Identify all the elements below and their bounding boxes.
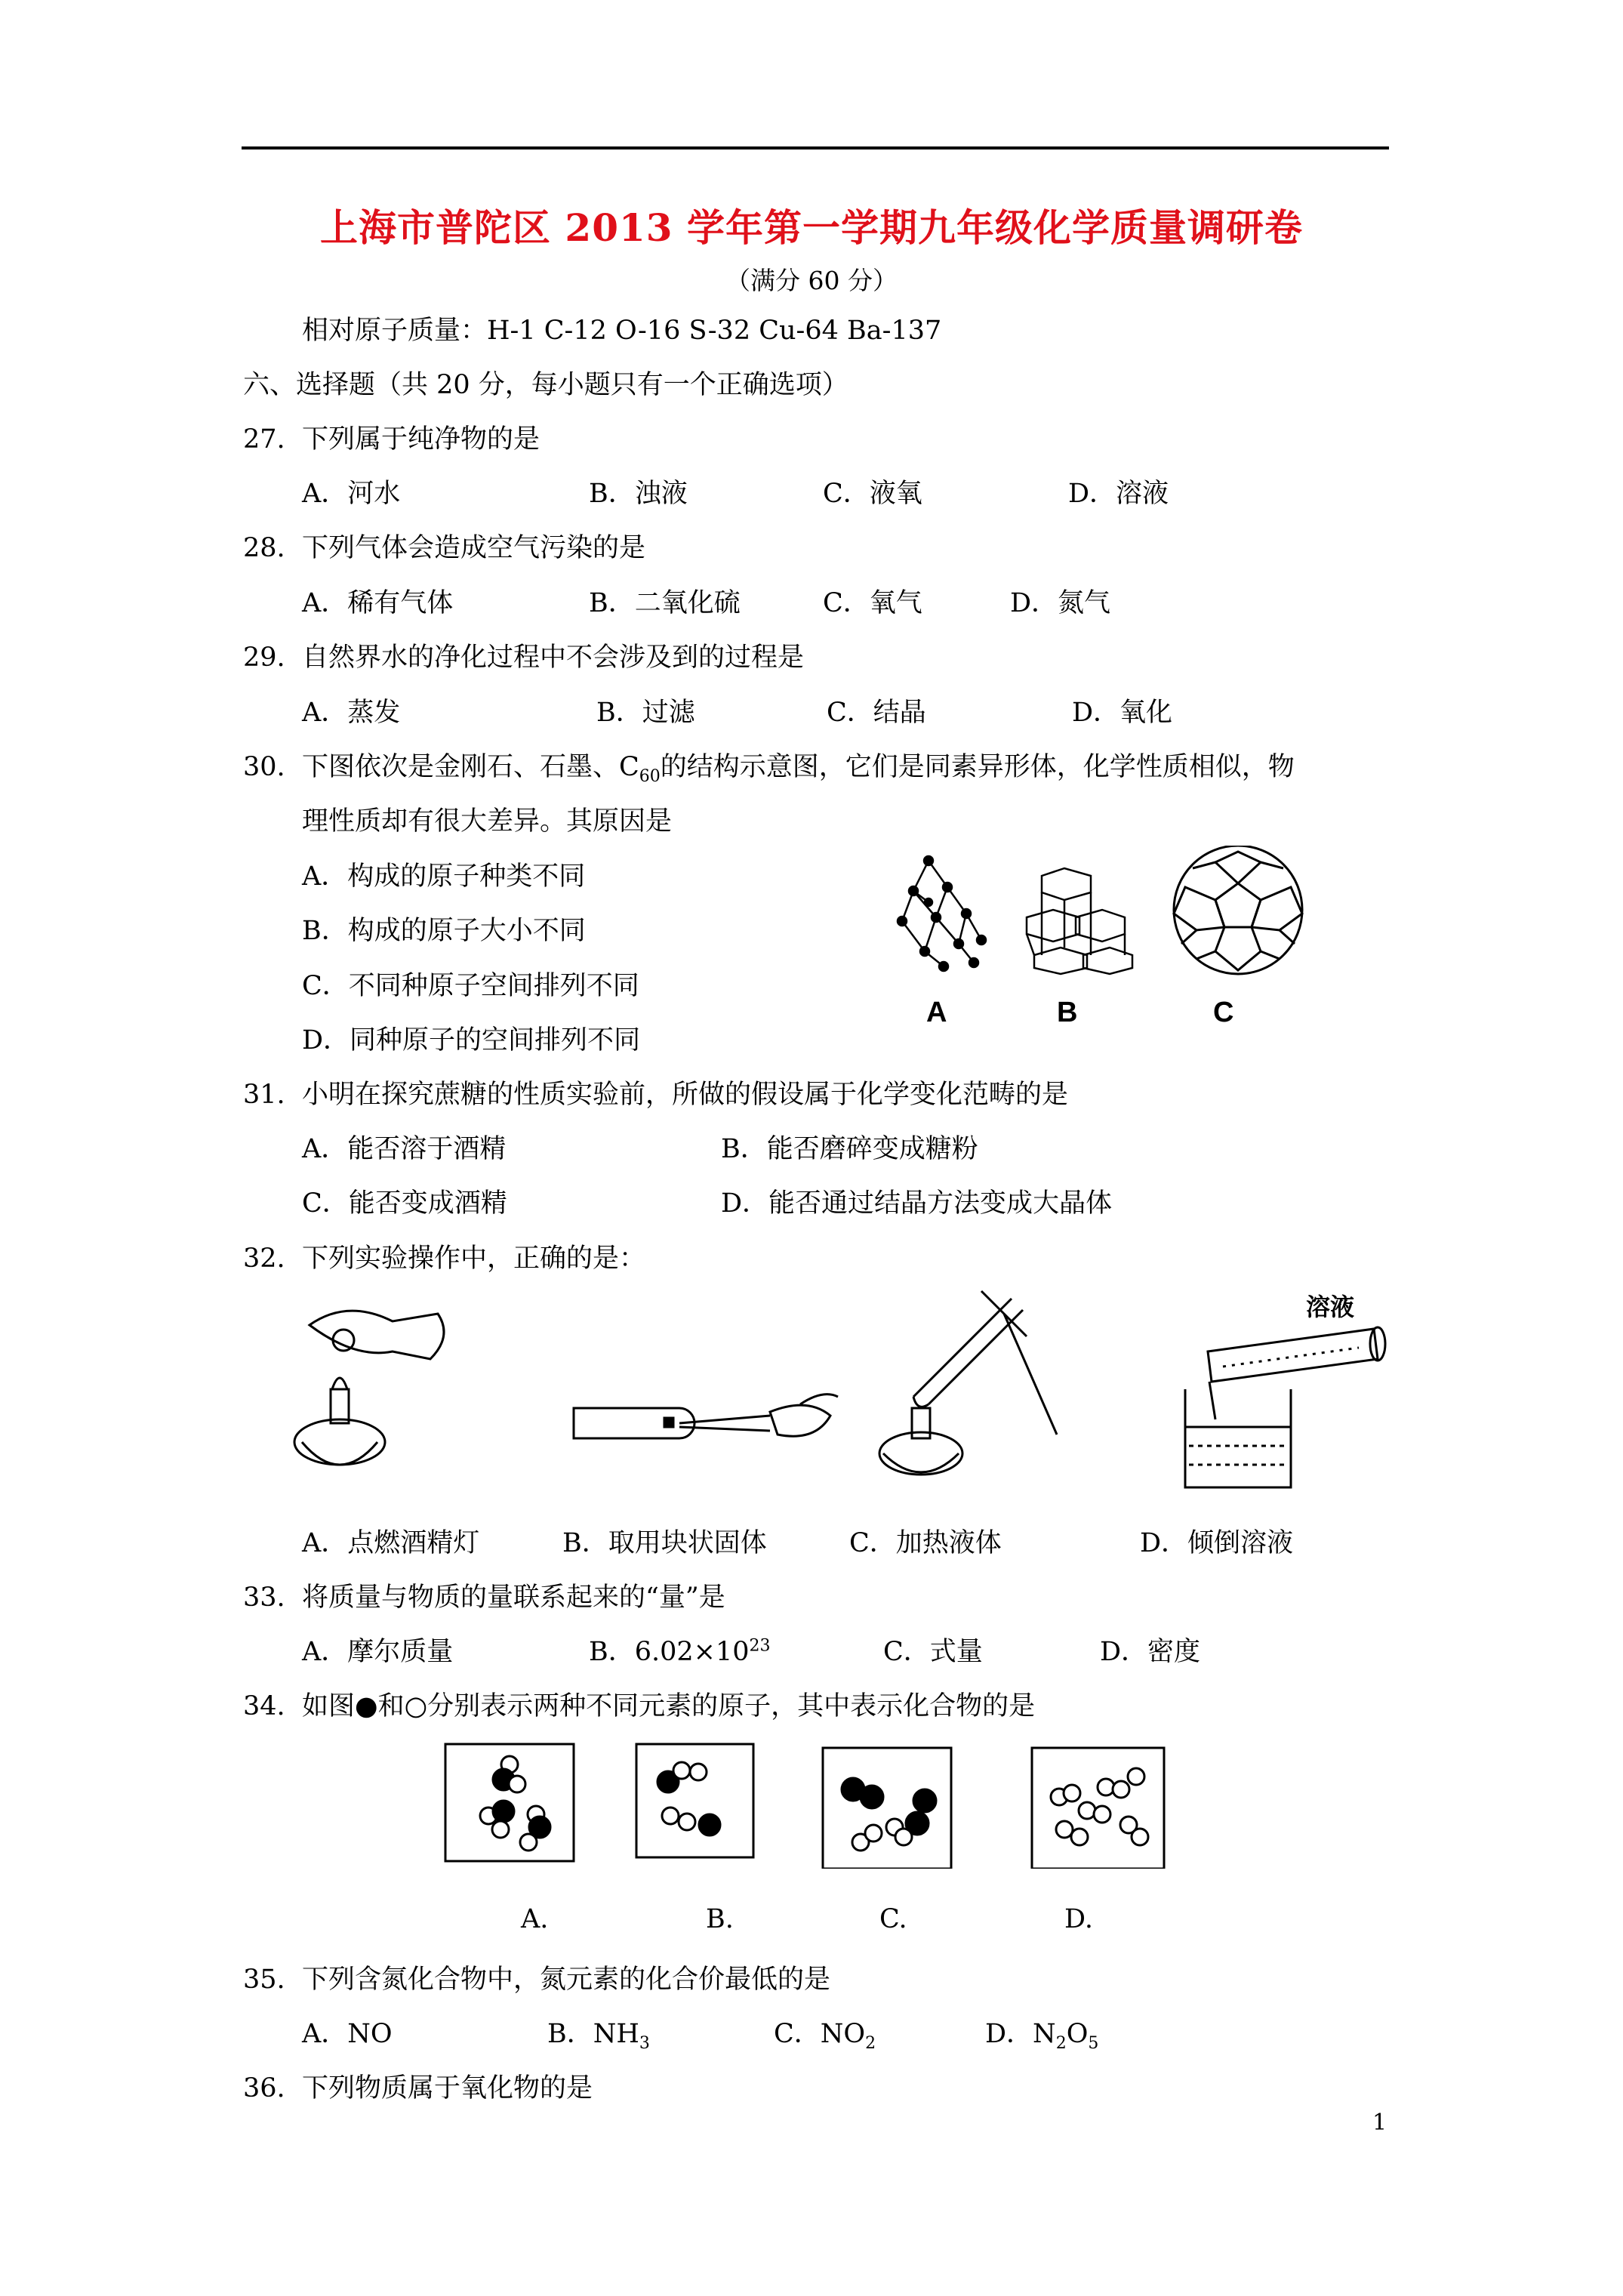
page-subtitle: （满分 60 分）	[725, 266, 898, 295]
question-number: 33.	[243, 1583, 285, 1613]
question-stem: 下列物质属于氧化物的是	[302, 2073, 593, 2103]
q30-option-b: B．构成的原子大小不同	[302, 916, 586, 946]
question-stem-cont: 的结构示意图，它们是同素异形体，化学性质相似，物	[660, 752, 1295, 782]
question-stem: 自然界水的净化过程中不会涉及到的过程是	[302, 643, 805, 673]
q32-option-a: A．点燃酒精灯	[302, 1528, 480, 1558]
lab-operations-figure	[287, 1284, 1404, 1495]
subscript: 3	[639, 2034, 650, 2053]
question-stem: 小明在探究蔗糖的性质实验前，所做的假设属于化学变化范畴的是	[302, 1080, 1069, 1110]
q28-option-b: B．二氧化硫	[589, 588, 741, 618]
section-heading: 六、选择题（共 20 分，每小题只有一个正确选项）	[243, 370, 848, 400]
q27-option-a: A．河水	[302, 479, 401, 509]
q34-option-d: D.	[1064, 1904, 1093, 1934]
q31-option-a: A．能否溶于酒精	[302, 1134, 507, 1164]
q32-option-b: B．取用块状固体	[562, 1528, 767, 1558]
model-d	[1032, 1748, 1164, 1869]
option-text: B．6.02×10	[589, 1637, 750, 1667]
model-c	[823, 1748, 951, 1869]
header-rule	[242, 146, 1389, 149]
question-36	[243, 2067, 593, 2105]
question-stem: 如图	[302, 1691, 356, 1721]
question-stem: 下列含氮化合物中，氮元素的化合价最低的是	[302, 1965, 831, 1995]
superscript: 23	[749, 1636, 771, 1656]
q30-option-a: A．构成的原子种类不同	[302, 861, 586, 892]
question-number: 28.	[243, 533, 285, 563]
q30-option-d: D．同种原子的空间排列不同	[302, 1025, 641, 1056]
q29-option-c: C．结晶	[827, 698, 926, 728]
question-stem: 将质量与物质的量联系起来的“量”是	[302, 1583, 725, 1613]
question-29	[243, 636, 804, 674]
subscript: 5	[1088, 2034, 1099, 2053]
question-number: 35.	[243, 1965, 285, 1995]
question-stem: 下列气体会造成空气污染的是	[302, 533, 646, 563]
question-number: 34.	[243, 1691, 285, 1721]
q34-option-a: A.	[521, 1904, 549, 1934]
subscript: 2	[865, 2034, 876, 2053]
question-stem: 下列属于纯净物的是	[302, 424, 540, 455]
hollow-atom-icon: ○	[404, 1691, 428, 1721]
q27-option-c: C．液氧	[823, 479, 922, 509]
model-a	[445, 1744, 574, 1861]
option-text: B．NH	[547, 2019, 639, 2049]
question-34	[243, 1685, 1035, 1723]
question-stem: 下列实验操作中，正确的是：	[302, 1244, 646, 1274]
q27-option-b: B．浊液	[589, 479, 688, 509]
page-title: 上海市普陀区 2013 学年第一学期九年级化学质量调研卷	[320, 205, 1303, 250]
filled-atom-icon: ●	[355, 1691, 378, 1721]
q30-option-c: C．不同种原子空间排列不同	[302, 971, 639, 1001]
q35-option-a: A．NO	[302, 2019, 393, 2049]
question-stem: 下图依次是金刚石、石墨、C	[302, 752, 639, 782]
q27-option-d: D．溶液	[1068, 479, 1169, 509]
question-number: 31.	[243, 1080, 285, 1110]
question-35	[243, 1959, 830, 1996]
subscript: 2	[1055, 2034, 1067, 2053]
question-number: 30.	[243, 752, 285, 782]
graphite-structure	[1027, 868, 1132, 974]
question-30	[243, 746, 1295, 786]
question-32	[243, 1237, 645, 1275]
question-33	[243, 1576, 725, 1614]
diamond-structure	[898, 856, 986, 971]
solution-label: 溶液	[1306, 1293, 1355, 1321]
q28-option-d: D．氮气	[1010, 588, 1111, 618]
question-number: 36.	[243, 2073, 285, 2103]
q29-option-b: B．过滤	[596, 698, 695, 728]
q31-option-c: C．能否变成酒精	[302, 1188, 507, 1219]
question-number: 27.	[243, 424, 285, 455]
q33-option-b	[589, 1631, 771, 1669]
q35-option-d	[985, 2013, 1098, 2053]
q31-option-b: B．能否磨碎变成糖粉	[721, 1134, 978, 1164]
c60-structure	[1174, 846, 1302, 974]
atomic-masses: 相对原子质量：H-1 C-12 O-16 S-32 Cu-64 Ba-137	[302, 316, 942, 346]
subscript: 60	[639, 767, 661, 786]
q29-option-a: A．蒸发	[302, 698, 401, 728]
lighting-alcohol-lamp-illustration	[294, 1311, 444, 1465]
question-31	[243, 1074, 1068, 1111]
q34-option-c: C.	[879, 1904, 907, 1934]
particle-models-figure	[442, 1733, 1196, 1869]
taking-solid-illustration	[574, 1395, 838, 1438]
figure-label-b: B	[1057, 997, 1078, 1028]
heating-liquid-illustration	[879, 1291, 1057, 1475]
q33-option-a: A．摩尔质量	[302, 1637, 454, 1667]
q32-option-c: C．加热液体	[849, 1528, 1002, 1558]
option-text: O	[1066, 2019, 1089, 2049]
q33-option-d: D．密度	[1100, 1637, 1201, 1667]
question-number: 32.	[243, 1244, 285, 1274]
question-stem-mid: 和	[377, 1691, 405, 1721]
option-text: C．NO	[774, 2019, 866, 2049]
figure-label-c: C	[1213, 997, 1234, 1028]
q33-option-c: C．式量	[883, 1637, 983, 1667]
question-stem-cont: 分别表示两种不同元素的原子，其中表示化合物的是	[427, 1691, 1036, 1721]
question-30-line2: 理性质却有很大差异。其原因是	[302, 806, 673, 837]
question-27	[243, 418, 540, 456]
q29-option-d: D．氧化	[1072, 698, 1173, 728]
page-number: 1	[1372, 2110, 1387, 2136]
q28-option-a: A．稀有气体	[302, 588, 454, 618]
q32-option-d: D．倾倒溶液	[1140, 1528, 1294, 1558]
option-text: D．N	[985, 2019, 1056, 2049]
question-28	[243, 527, 645, 565]
q28-option-c: C．氧气	[823, 588, 922, 618]
figure-label-a: A	[926, 997, 947, 1028]
q31-option-d: D．能否通过结晶方法变成大晶体	[721, 1188, 1113, 1219]
question-number: 29.	[243, 643, 285, 673]
carbon-allotropes-figure	[883, 846, 1306, 982]
pouring-solution-illustration	[1185, 1327, 1385, 1487]
q35-option-c	[774, 2013, 876, 2053]
q34-option-b: B.	[706, 1904, 734, 1934]
q35-option-b	[547, 2013, 650, 2053]
model-b	[636, 1744, 753, 1857]
